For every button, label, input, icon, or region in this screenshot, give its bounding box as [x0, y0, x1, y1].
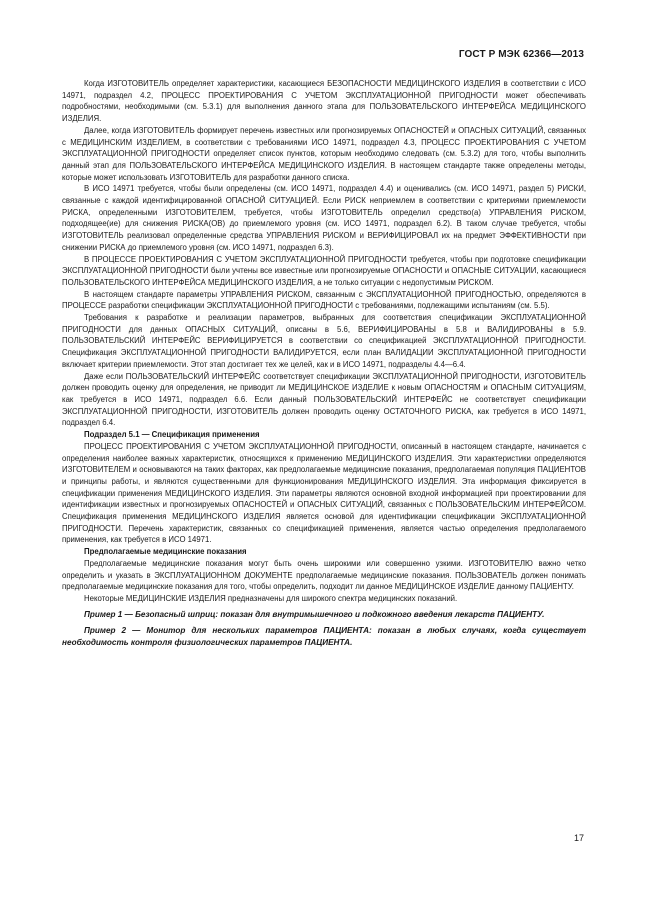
document-body [62, 78, 586, 650]
paragraph: Даже если ПОЛЬЗОВАТЕЛЬСКИЙ ИНТЕРФЕЙС соответствует спецификации ЭКСПЛУАТАЦИОННОЙ ПРИГОДНОСТИ, ИЗГОТОВИТЕЛЬ должен проводить оценку для определения, не приводит ли МЕДИЦИНСКОЕ ИЗДЕЛИЕ к новым ОПАСНОСТЯМ и ОПАСНЫМ СИТУАЦИЯМ, как требуется в ИСО 14971, подраздел 6.6. Если данный ПОЛЬЗОВАТЕЛЬСКИЙ ИНТЕРФЕЙС не соответствует спецификации ЭКСПЛУАТАЦИОННОЙ ПРИГОДНОСТИ, ИЗГОТОВИТЕЛЬ должен проводить оценку ОСТАТОЧНОГО РИСКА, как требуется в ИСО 14971, подраздел 6.4. [62, 371, 586, 428]
paragraph: ПРОЦЕСС ПРОЕКТИРОВАНИЯ С УЧЕТОМ ЭКСПЛУАТАЦИОННОЙ ПРИГОДНОСТИ, описанный в настоящем стандарте, начинается с определения наиболее важных характеристик, относящихся к применению МЕДИЦИНСКОГО ИЗДЕЛИЯ. Эти характеристики определяются ИЗГОТОВИТЕЛЕМ и основываются на таких факторах, как предполагаемые медицинские показания, предполагаемая популяция ПАЦИЕНТОВ и принципы работы, и являются существенными для функционирования МЕДИЦИНСКОГО ИЗДЕЛИЯ. Эта информация фиксируется в спецификации применения МЕДИЦИНСКОГО ИЗДЕЛИЯ. Эти параметры являются основной входной информацией при проектировании для идентификации известных и прогнозируемых ОПАСНОСТЕЙ и ОПАСНЫХ СИТУАЦИЙ, связанных с ПОЛЬЗОВАТЕЛЬСКИМ ИНТЕРФЕЙСОМ. Спецификация применения МЕДИЦИНСКОГО ИЗДЕЛИЯ является основой для идентификации спецификации ЭКСПЛУАТАЦИОННОЙ ПРИГОДНОСТИ. Перечень характеристик, связанных со спецификацией применения, является частью определения предполагаемого применения, как требуется в ИСО 14971. [62, 441, 586, 545]
paragraph: Далее, когда ИЗГОТОВИТЕЛЬ формирует перечень известных или прогнозируемых ОПАСНОСТЕЙ и ОПАСНЫХ СИТУАЦИЙ, связанных с МЕДИЦИНСКИМ ИЗДЕЛИЕМ, в соответствии с требованиями ИСО 14971, подраздел 4.3, ПРОЦЕСС ПРОЕКТИРОВАНИЯ С УЧЕТОМ ЭКСПЛУАТАЦИОННОЙ ПРИГОДНОСТИ определяет список пунктов, которым необходимо следовать (см. 5.3.2) для того, чтобы выполнить данный этап для ПОЛЬЗОВАТЕЛЬСКОГО ИНТЕРФЕЙСА МЕДИЦИНСКОГО ИЗДЕЛИЯ. В настоящем стандарте также определены методы, которые может использовать ИЗГОТОВИТЕЛЬ для разработки данного списка. [62, 125, 586, 182]
paragraph: В ИСО 14971 требуется, чтобы были определены (см. ИСО 14971, подраздел 4.4) и оценивались (см. ИСО 14971, раздел 5) РИСКИ, связанные с каждой идентифицированной ОПАСНОЙ СИТУАЦИЕЙ. Если РИСК неприемлем в соответствии с критериями приемлемости РИСКА, определенными ИЗГОТОВИТЕЛЕМ, требуется, чтобы ИЗГОТОВИТЕЛЬ определил средство(а) УПРАВЛЕНИЯ РИСКОМ, подходящее(ие) для снижения РИСКА(ОВ) до приемлемого уровня (см. ИСО 14971, подраздел 6.2). В таком случае требуется, чтобы ИЗГОТОВИТЕЛЬ реализовал определенные средства УПРАВЛЕНИЯ РИСКОМ и ВЕРИФИЦИРОВАЛ их на предмет ЭФФЕКТИВНОСТИ при снижении РИСКА до приемлемого уровня (см. ИСО 14971, подраздел 6.3). [62, 184, 586, 252]
paragraph: Требования к разработке и реализации параметров, выбранных для соответствия спецификации ЭКСПЛУАТАЦИОННОЙ ПРИГОДНОСТИ для данных ОПАСНЫХ СИТУАЦИЙ, описаны в 5.6, ВЕРИФИЦИРОВАНЫ в 5.8 и ВАЛИДИРОВАНЫ в 5.9. ПОЛЬЗОВАТЕЛЬСКИЙ ИНТЕРФЕЙС ВЕРИФИЦИРУЕТСЯ в соответствии со спецификацией ЭКСПЛУАТАЦИОННОЙ ПРИГОДНОСТИ. Спецификация ЭКСПЛУАТАЦИОННОЙ ПРИГОДНОСТИ ВАЛИДИРУЕТСЯ, если план ВАЛИДАЦИИ ЭКСПЛУАТАЦИОННОЙ ПРИГОДНОСТИ включает критерии приемлемости. Этот этап достигает тех же целей, как и в ИСО 14971, подразделы 4.4—6.4. [62, 313, 586, 369]
paragraph: Когда ИЗГОТОВИТЕЛЬ определяет характеристики, касающиеся БЕЗОПАСНОСТИ МЕДИЦИНСКОГО ИЗДЕЛИЯ в соответствии с ИСО 14971, подраздел 4.2, ПРОЦЕСС ПРОЕКТИРОВАНИЯ С УЧЕТОМ ЭКСПЛУАТАЦИОННОЙ ПРИГОДНОСТИ может обеспечивать подробностями, необходимыми (см. 5.3.1) для выполнения данного этапа для ПОЛЬЗОВАТЕЛЬСКОГО ИНТЕРФЕЙСА МЕДИЦИНСКОГО ИЗДЕЛИЯ. [62, 79, 586, 124]
indications-heading: Предполагаемые медицинские показания [84, 547, 247, 557]
paragraph: Предполагаемые медицинские показания могут быть очень широкими или совершенно узкими. ИЗГОТОВИТЕЛЮ важно четко определить и указать в ЭКСПЛУАТАЦИОННОМ ДОКУМЕНТЕ предполагаемые медицинские показания. ПОЛЬЗОВАТЕЛЬ должен понимать предполагаемые медицинские показания для того, чтобы определить, подходит ли данное МЕДИЦИНСКОЕ ИЗДЕЛИЕ данному ПАЦИЕНТУ. [62, 558, 586, 592]
paragraph: В ПРОЦЕССЕ ПРОЕКТИРОВАНИЯ С УЧЕТОМ ЭКСПЛУАТАЦИОННОЙ ПРИГОДНОСТИ требуется, чтобы при подготовке спецификации ЭКСПЛУАТАЦИОННОЙ ПРИГОДНОСТИ были учтены все известные или прогнозируемые ОПАСНОСТИ и ОПАСНЫЕ СИТУАЦИИ, касающиеся ПОЛЬЗОВАТЕЛЬСКОГО ИНТЕРФЕЙСА МЕДИЦИНСКОГО ИЗДЕЛИЯ, а не только ситуации с недопустимым РИСКОМ. [62, 254, 586, 287]
example-2: Пример 2 — Монитор для нескольких параметров ПАЦИЕНТА: показан в любых случаях, когда существует необходимость контроля физиологических параметров ПАЦИЕНТА. [62, 626, 586, 648]
paragraph: В настоящем стандарте параметры УПРАВЛЕНИЯ РИСКОМ, связанным с ЭКСПЛУАТАЦИОННОЙ ПРИГОДНОСТЬЮ, определяются в ПРОЦЕССЕ разработки спецификации ЭКСПЛУАТАЦИОННОЙ ПРИГОДНОСТИ с требованиями, подлежащими испытаниям (см. 5.5). [62, 289, 586, 311]
page-number: 17 [573, 833, 584, 843]
subsection-heading: Подраздел 5.1 — Спецификация применения [84, 430, 260, 440]
standard-header: ГОСТ Р МЭК 62366—2013 [458, 49, 584, 60]
paragraph: Некоторые МЕДИЦИНСКИЕ ИЗДЕЛИЯ предназначены для широкого спектра медицинских показаний. [84, 593, 458, 603]
example-1: Пример 1 — Безопасный шприц: показан для внутримышечного и подкожного введения лекарств ПАЦИЕНТУ. [84, 609, 545, 619]
